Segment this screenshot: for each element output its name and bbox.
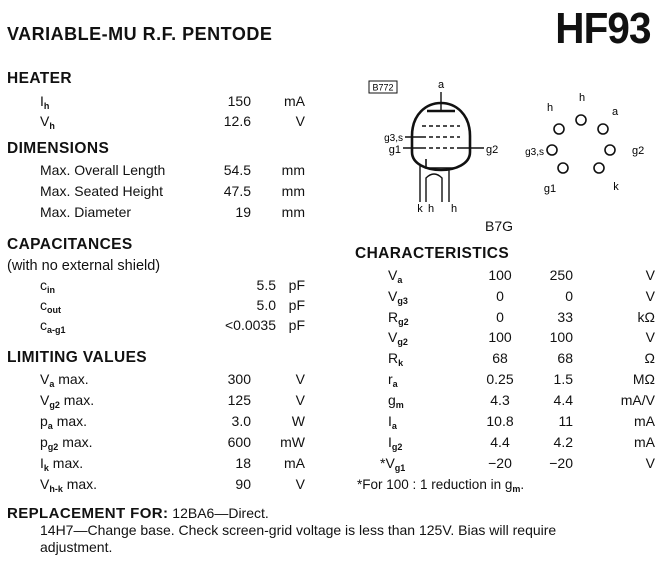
limiting-label: $I_k$ max. (40, 455, 84, 473)
reference-label: B772 (372, 82, 394, 93)
dimension-unit: mm (281, 162, 305, 178)
char-value-1: 10.8 (486, 413, 514, 429)
pin-label-g2: g2 (632, 145, 645, 157)
dimension-label: Max. Diameter (40, 204, 132, 220)
heater-value: 12.6 (223, 113, 251, 129)
limiting-value: 3.0 (231, 413, 251, 429)
char-value-1: 100 (488, 329, 512, 345)
limiting-value: 600 (227, 434, 251, 450)
char-symbol: $R_{g2}$ (388, 309, 409, 327)
char-value-2: 100 (549, 329, 573, 345)
limiting-value: 90 (235, 476, 251, 492)
pin-label-k: k (613, 181, 619, 193)
char-unit: V (645, 329, 655, 345)
limiting-label: $V_a$ max. (40, 371, 89, 389)
char-symbol: $I_{g2}$ (388, 434, 403, 452)
dimension-unit: mm (281, 183, 305, 199)
char-unit: MΩ (632, 371, 655, 387)
char-value-2: 4.4 (553, 392, 573, 408)
dimensions-heading: DIMENSIONS (7, 140, 110, 157)
char-symbol: $r_a$ (388, 371, 398, 389)
char-value-2: −20 (549, 455, 573, 471)
replacement-line-3: adjustment. (40, 539, 113, 555)
char-value-2: 250 (549, 267, 573, 283)
label-g3: g3,s (384, 133, 403, 144)
pin-label-g3: g3,s (525, 147, 544, 158)
limiting-unit: mW (280, 434, 305, 450)
base-pin-diagram (510, 84, 660, 202)
pin-label-a: a (611, 106, 619, 118)
dimension-unit: mm (281, 204, 305, 220)
heater-heading: HEATER (7, 70, 72, 87)
limiting-unit: V (295, 392, 305, 408)
base-pins (547, 115, 615, 173)
capacitance-unit: pF (288, 297, 305, 313)
electrode-diagram (360, 74, 510, 214)
limiting-heading: LIMITING VALUES (7, 349, 148, 366)
char-unit: mA (634, 413, 655, 429)
pin-label-h: h (578, 92, 586, 104)
limiting-value: 125 (227, 392, 251, 408)
char-symbol: $V_a$ (388, 267, 403, 285)
char-value-1: −20 (488, 455, 512, 471)
char-symbol: $I_a$ (388, 413, 397, 431)
char-value-2: 68 (557, 350, 573, 366)
label-h: h (450, 203, 458, 214)
char-unit: V (645, 455, 655, 471)
limiting-unit: mA (284, 455, 305, 471)
pin-label-h: h (546, 102, 554, 114)
char-value-2: 33 (557, 309, 573, 325)
limiting-value: 300 (227, 371, 251, 387)
capacitance-symbol: $c_{a-g1}$ (40, 317, 66, 335)
char-symbol: $V_{g2}$ (388, 329, 408, 347)
limiting-unit: V (295, 371, 305, 387)
label-h: h (427, 203, 435, 214)
char-value-1: 0 (496, 309, 504, 325)
capacitances-heading: CAPACITANCES (7, 236, 133, 253)
capacitance-value: <0.0035 (225, 317, 276, 333)
capacitances-subtitle: (with no external shield) (7, 258, 161, 274)
char-symbol: $*V_{g1}$ (380, 455, 406, 473)
dimension-value: 19 (235, 204, 251, 220)
label-anode: a (437, 79, 445, 91)
char-value-1: 100 (488, 267, 512, 283)
char-symbol: $R_k$ (388, 350, 404, 368)
limiting-label: $p_a$ max. (40, 413, 88, 431)
capacitance-value: 5.5 (256, 277, 276, 293)
char-value-2: 4.2 (553, 434, 573, 450)
char-value-1: 0 (496, 288, 504, 304)
char-value-2: 1.5 (553, 371, 573, 387)
dimension-label: Max. Seated Height (40, 183, 163, 199)
limiting-unit: V (295, 476, 305, 492)
char-symbol: $g_m$ (388, 392, 404, 410)
capacitance-unit: pF (288, 277, 305, 293)
label-g1: g1 (388, 144, 401, 156)
heater-unit: mA (284, 93, 305, 109)
char-value-1: 4.3 (490, 392, 510, 408)
page-title: VARIABLE-MU R.F. PENTODE (7, 24, 273, 44)
replacement-line-2: 14H7—Change base. Check screen-grid voltage is less than 125V. Bias will require (40, 522, 557, 538)
char-symbol: $V_{g3}$ (388, 288, 408, 306)
char-value-2: 11 (558, 413, 573, 429)
heater-symbol: $I_h$ (40, 93, 50, 111)
limiting-label: $V_{h-k}$ max. (40, 476, 98, 494)
char-unit: V (645, 267, 655, 283)
dimension-label: Max. Overall Length (40, 162, 166, 178)
characteristics-heading: CHARACTERISTICS (355, 245, 510, 262)
limiting-label: $V_{g2}$ max. (40, 392, 95, 410)
dimension-value: 54.5 (223, 162, 251, 178)
capacitance-unit: pF (288, 317, 305, 333)
limiting-unit: W (291, 413, 305, 429)
char-unit: kΩ (637, 309, 655, 325)
label-g2: g2 (486, 144, 499, 156)
heater-unit: V (295, 113, 305, 129)
pin-label-g1: g1 (543, 183, 557, 195)
capacitance-symbol: $c_{out}$ (40, 297, 61, 315)
char-unit: mA/V (620, 392, 655, 408)
char-unit: V (645, 288, 655, 304)
char-value-1: 4.4 (490, 434, 510, 450)
char-unit: mA (634, 434, 655, 450)
limiting-value: 18 (235, 455, 251, 471)
capacitance-value: 5.0 (256, 297, 276, 313)
base-type: B7G (485, 218, 514, 234)
capacitance-symbol: $c_{in}$ (40, 277, 55, 295)
char-value-2: 0 (565, 288, 573, 304)
heater-value: 150 (227, 93, 251, 109)
tube-type: HF93 (555, 4, 651, 53)
dimension-value: 47.5 (223, 183, 251, 199)
char-unit: Ω (644, 350, 655, 366)
char-value-1: 68 (492, 350, 508, 366)
limiting-label: $p_{g2}$ max. (40, 434, 93, 452)
characteristics-footnote: *For 100 : 1 reduction in $g_m$. (357, 477, 525, 494)
tube-envelope (403, 92, 484, 202)
char-value-1: 0.25 (486, 371, 514, 387)
heater-symbol: $V_h$ (40, 113, 55, 131)
label-k: k (417, 203, 423, 214)
reference-box (369, 81, 397, 93)
replacement-line-1: REPLACEMENT FOR: 12BA6—Direct. (7, 505, 269, 522)
